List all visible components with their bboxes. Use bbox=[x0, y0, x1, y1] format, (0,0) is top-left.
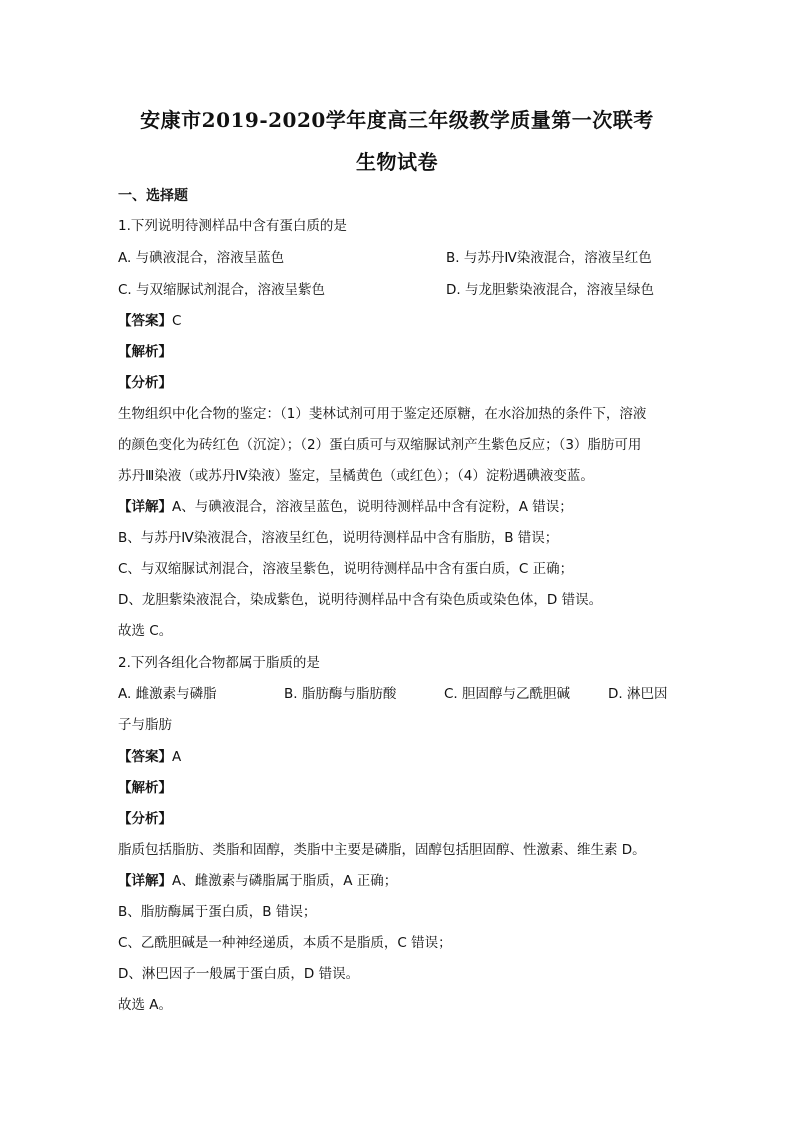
q2-option-c: C. 胆固醇与乙酰胆碱 bbox=[444, 686, 571, 702]
q1-conclusion: 故选 C。 bbox=[118, 623, 173, 639]
q2-option-a: A. 雌激素与磷脂 bbox=[118, 686, 217, 702]
q2-conclusion: 故选 A。 bbox=[118, 997, 173, 1013]
section-heading: 一、选择题 bbox=[118, 188, 188, 204]
document-title: 安康市2019-2020学年度高三年级教学质量第一次联考 bbox=[140, 108, 654, 132]
q1-analysis-line-2: 的颜色变化为砖红色（沉淀）；（2）蛋白质可与双缩脲试剂产生紫色反应；（3）脂肪可用 bbox=[118, 437, 642, 453]
q1-answer bbox=[118, 311, 181, 331]
q2-option-d-continued: 子与脂肪 bbox=[118, 717, 172, 733]
q1-detail-c: C、与双缩脲试剂混合，溶液呈紫色，说明待测样品中含有蛋白质，C 正确； bbox=[118, 561, 574, 577]
answer-value: A bbox=[172, 749, 182, 765]
detail-text: A、与碘液混合，溶液呈蓝色，说明待测样品中含有淀粉，A 错误； bbox=[172, 499, 573, 515]
q2-fenxi-tag: 【分析】 bbox=[118, 811, 172, 827]
answer-tag: 【答案】 bbox=[118, 313, 172, 329]
q2-analysis-line-1: 脂质包括脂肪、类脂和固醇，类脂中主要是磷脂，固醇包括胆固醇、性激素、维生素 D。 bbox=[118, 842, 646, 858]
q2-answer bbox=[118, 747, 181, 767]
q1-stem: 1.下列说明待测样品中含有蛋白质的是 bbox=[118, 218, 347, 234]
q2-option-b: B. 脂肪酶与脂肪酸 bbox=[284, 686, 397, 702]
document-subtitle: 生物试卷 bbox=[356, 150, 438, 174]
q2-option-d: D. 淋巴因 bbox=[608, 686, 668, 702]
q1-option-d: D. 与龙胆紫染液混合，溶液呈绿色 bbox=[446, 282, 654, 298]
detail-text: A、雌激素与磷脂属于脂质，A 正确； bbox=[172, 873, 398, 889]
q1-fenxi-tag: 【分析】 bbox=[118, 375, 172, 391]
q1-option-c: C. 与双缩脲试剂混合，溶液呈紫色 bbox=[118, 282, 326, 298]
answer-tag: 【答案】 bbox=[118, 749, 172, 765]
q1-option-a: A. 与碘液混合，溶液呈蓝色 bbox=[118, 250, 285, 266]
q2-detail-d: D、淋巴因子一般属于蛋白质，D 错误。 bbox=[118, 966, 360, 982]
q2-detail-a bbox=[118, 871, 397, 891]
q2-detail-b: B、脂肪酶属于蛋白质，B 错误； bbox=[118, 904, 317, 920]
q1-analysis-line-3: 苏丹Ⅲ染液（或苏丹Ⅳ染液）鉴定，呈橘黄色（或红色）；（4）淀粉遇碘液变蓝。 bbox=[118, 468, 594, 484]
q1-analysis-line-1: 生物组织中化合物的鉴定：（1）斐林试剂可用于鉴定还原糖，在水浴加热的条件下，溶液 bbox=[118, 406, 647, 422]
q1-detail-b: B、与苏丹Ⅳ染液混合，溶液呈红色，说明待测样品中含有脂肪，B 错误； bbox=[118, 530, 559, 546]
q2-stem: 2.下列各组化合物都属于脂质的是 bbox=[118, 655, 320, 671]
detail-tag: 【详解】 bbox=[118, 873, 172, 889]
answer-value: C bbox=[172, 313, 182, 329]
detail-tag: 【详解】 bbox=[118, 499, 172, 515]
q1-jiexi-tag: 【解析】 bbox=[118, 344, 172, 360]
q1-option-b: B. 与苏丹Ⅳ染液混合，溶液呈红色 bbox=[446, 250, 652, 266]
q1-detail-a bbox=[118, 497, 573, 517]
q2-jiexi-tag: 【解析】 bbox=[118, 780, 172, 796]
q1-detail-d: D、龙胆紫染液混合，染成紫色，说明待测样品中含有染色质或染色体，D 错误。 bbox=[118, 592, 603, 608]
q2-detail-c: C、乙酰胆碱是一种神经递质，本质不是脂质，C 错误； bbox=[118, 935, 452, 951]
